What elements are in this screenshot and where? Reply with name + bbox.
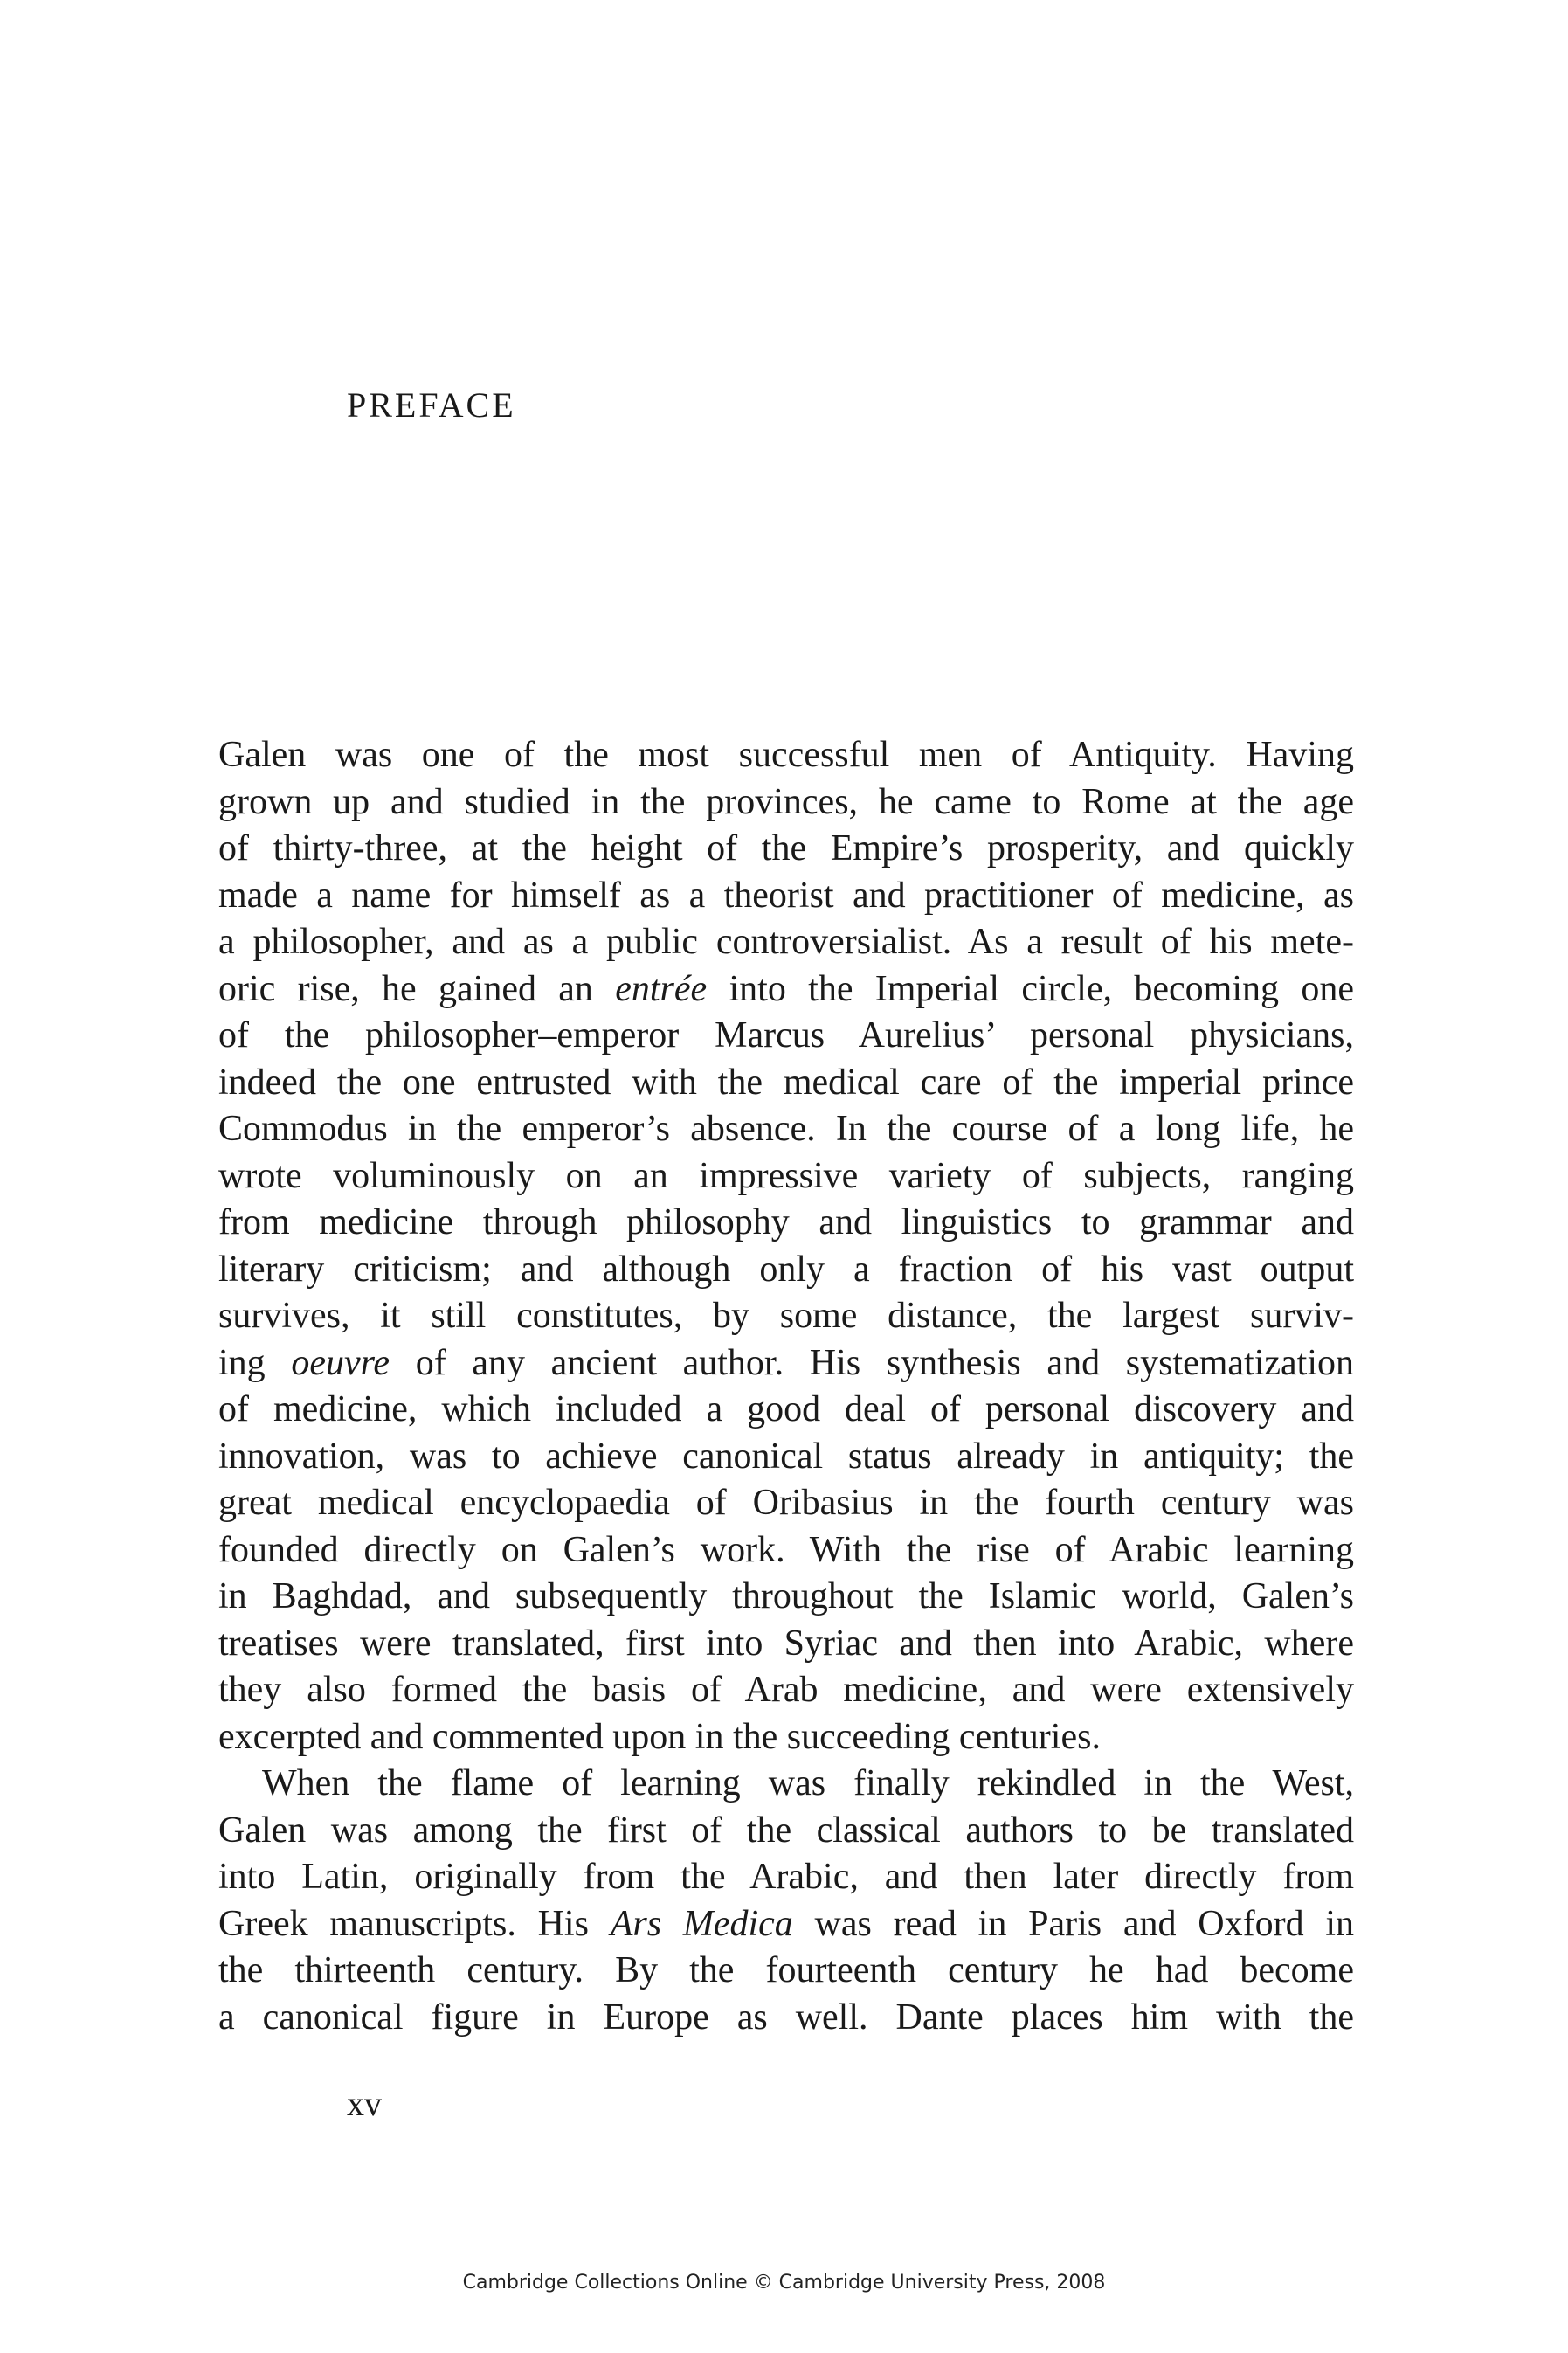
paragraph-1-line: of the philosopher–emperor Marcus Aurelius’ personal physicians, xyxy=(218,1015,1354,1055)
paragraph-1-line: indeed the one entrusted with the medical care of the imperial prince xyxy=(218,1062,1354,1103)
paragraph-2-line: Greek manuscripts. His Ars Medica was read in Paris and Oxford in xyxy=(218,1903,1355,1944)
paragraph-2-line: When the flame of learning was finally rekindled in the West, xyxy=(262,1763,1354,1803)
paragraph-2-line: the thirteenth century. By the fourteenth century he had become xyxy=(218,1950,1354,1990)
page-number: xv xyxy=(347,2084,382,2123)
paragraph-1-line: wrote voluminously on an impressive variety of subjects, ranging xyxy=(218,1155,1354,1196)
paragraph-2-line: into Latin, originally from the Arabic, and then later directly from xyxy=(218,1857,1354,1897)
paragraph-1-line: of medicine, which included a good deal of personal discovery and xyxy=(218,1389,1354,1429)
paragraph-1-line: a philosopher, and as a public controversialist. As a result of his mete- xyxy=(218,922,1354,962)
paragraph-2 xyxy=(218,1761,1354,2041)
paragraph-1-line: of thirty-three, at the height of the Empire’s prosperity, and quickly xyxy=(218,828,1354,869)
paragraph-1-line: literary criticism; and although only a fraction of his vast output xyxy=(218,1249,1354,1290)
paragraph-1 xyxy=(218,732,1354,1761)
paragraph-1-line: ing oeuvre of any ancient author. His synthesis and systematization xyxy=(218,1342,1355,1383)
paragraph-1-line: treatises were translated, first into Syriac and then into Arabic, where xyxy=(218,1623,1354,1664)
paragraph-2-line: a canonical figure in Europe as well. Dante places him with the xyxy=(218,1997,1354,2038)
paragraph-2-line: Galen was among the first of the classical authors to be translated xyxy=(218,1810,1354,1851)
paragraph-1-line: they also formed the basis of Arab medicine, and were extensively xyxy=(218,1670,1354,1710)
paragraph-1-line: oric rise, he gained an entrée into the Imperial circle, becoming one xyxy=(218,968,1354,1009)
paragraph-1-line: Commodus in the emperor’s absence. In the course of a long life, he xyxy=(218,1109,1354,1149)
paragraph-1-line: made a name for himself as a theorist and practitioner of medicine, as xyxy=(218,875,1354,916)
paragraph-1-line: innovation, was to achieve canonical status already in antiquity; the xyxy=(218,1436,1354,1477)
paragraph-1-line: founded directly on Galen’s work. With the rise of Arabic learning xyxy=(218,1529,1354,1570)
paragraph-1-line: in Baghdad, and subsequently throughout the Islamic world, Galen’s xyxy=(218,1576,1354,1616)
body-text xyxy=(218,732,1354,2041)
paragraph-1-line: great medical encyclopaedia of Oribasius in the fourth century was xyxy=(218,1483,1354,1523)
paragraph-1-line: survives, it still constitutes, by some distance, the largest surviv- xyxy=(218,1296,1354,1336)
paragraph-1-line: from medicine through philosophy and linguistics to grammar and xyxy=(218,1202,1354,1242)
paragraph-1-line: Galen was one of the most successful men of Antiquity. Having xyxy=(218,735,1354,775)
footer-copyright: Cambridge Collections Online © Cambridge University Press, 2008 xyxy=(462,2272,1106,2294)
paragraph-1-line: excerpted and commented upon in the succeeding centuries. xyxy=(218,1716,1101,1757)
page-heading: PREFACE xyxy=(347,385,516,425)
paragraph-1-line: grown up and studied in the provinces, he came to Rome at the age xyxy=(218,781,1354,822)
